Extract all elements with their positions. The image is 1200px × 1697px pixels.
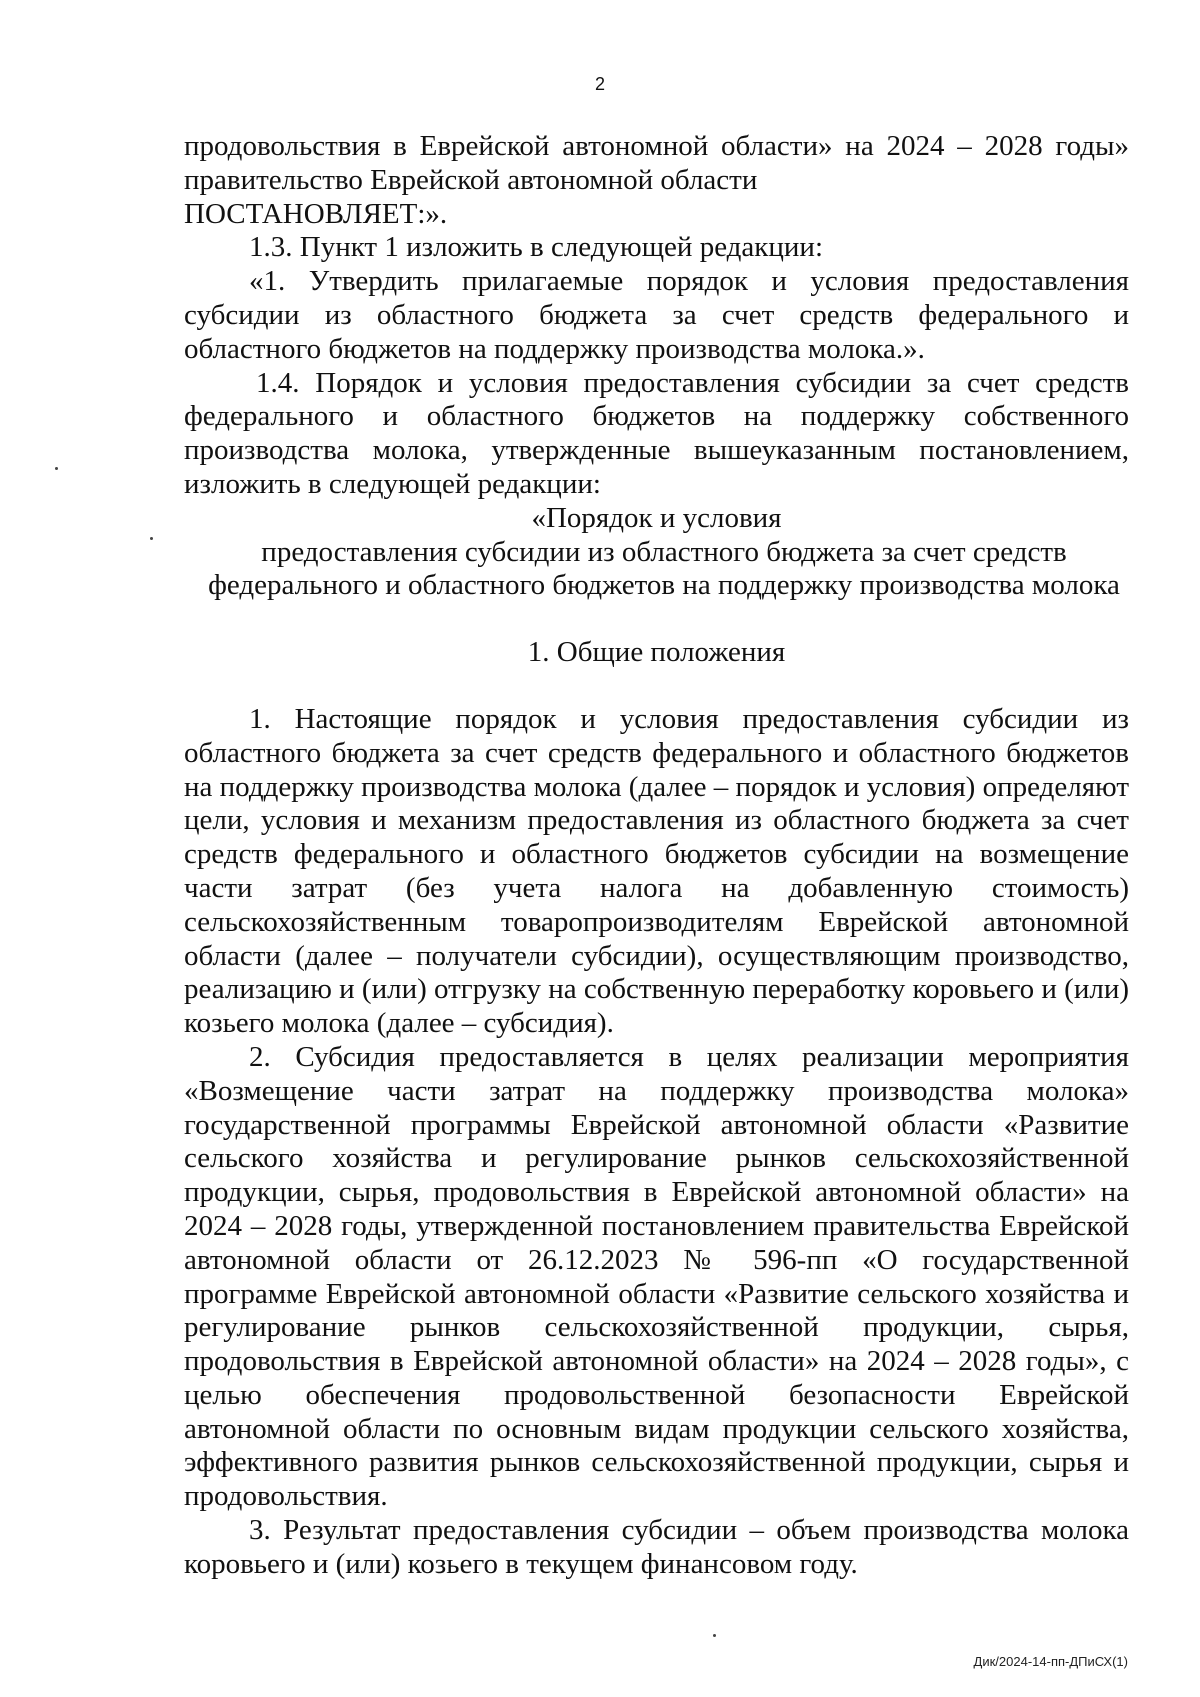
document-code: Дик/2024-14-пп-ДПиСХ(1): [973, 1654, 1128, 1669]
paragraph-decree-word: ПОСТАНОВЛЯЕТ:».: [184, 197, 448, 230]
annex-title-line-3: федерального и областного бюджетов на поддержку производства молока: [208, 569, 1120, 602]
paragraph-preamble: продовольствия в Еврейской автономной области» на 2024 – 2028 годы» правительство Еврейской автономной области: [184, 130, 1129, 196]
list-item-1: 1. Настоящие порядок и условия предоставления субсидии из областного бюджета за счет средств федерального и областного бюджетов на поддержку производства молока (далее – порядок и условия) определяют цели, условия и механизм предоставления из областного бюджета за счет средств федерального и областного бюджетов субсидии на возмещение части затрат (без учета налога на добавленную стоимость) сельскохозяйственным товаропроизводителям Еврейской автономной области (далее – получатели субсидии), осуществляющим производство, реализацию и (или) отгрузку на собственную переработку коровьего и (или) козьего молока (далее – субсидия).: [184, 702, 1129, 1040]
paragraph-1-4: 1.4. Порядок и условия предоставления субсидии за счет средств федерального и областного бюджетов на поддержку собственного производства молока, утвержденные вышеуказанным постановлением, изложить в следующей редакции:: [184, 366, 1129, 500]
section-heading: 1. Общие положения: [527, 636, 786, 669]
paragraph-1-3-quote: «1. Утвердить прилагаемые порядок и условия предоставления субсидии из областного бюджета за счет средств федерального и областного бюджетов на поддержку производства молока.».: [184, 265, 1129, 365]
paragraph-1-3: 1.3. Пункт 1 изложить в следующей редакции:: [249, 231, 824, 264]
list-item-3: 3. Результат предоставления субсидии – объем производства молока коровьего и (или) козьего в текущем финансовом году.: [184, 1514, 1129, 1580]
document-body: [184, 130, 1129, 1582]
scan-speck: [713, 1634, 716, 1637]
list-item-2: 2. Субсидия предоставляется в целях реализации мероприятия «Возмещение части затрат на поддержку производства молока» государственной программы Еврейской автономной области «Развитие сельского хозяйства и регулирование рынков сельскохозяйственной продукции, сырья, продовольствия в Еврейской автономной области» на 2024 – 2028 годы, утвержденной постановлением правительства Еврейской автономной области от 26.12.2023 № 596-пп «О государственной программе Еврейской автономной области «Развитие сельского хозяйства и регулирование рынков сельскохозяйственной продукции, сырья, продовольствия в Еврейской автономной области» на 2024 – 2028 годы», с целью обеспечения продовольственной безопасности Еврейской автономной области по основным видам продукции сельского хозяйства, эффективного развития рынков сельскохозяйственной продукции, сырья и продовольствия.: [184, 1040, 1129, 1513]
scan-speck: [150, 537, 153, 540]
annex-title-line-1: «Порядок и условия: [531, 501, 782, 534]
scan-speck: [55, 467, 58, 470]
page-number: 2: [594, 74, 605, 94]
annex-title-line-2: предоставления субсидии из областного бюджета за счет средств: [261, 535, 1067, 568]
